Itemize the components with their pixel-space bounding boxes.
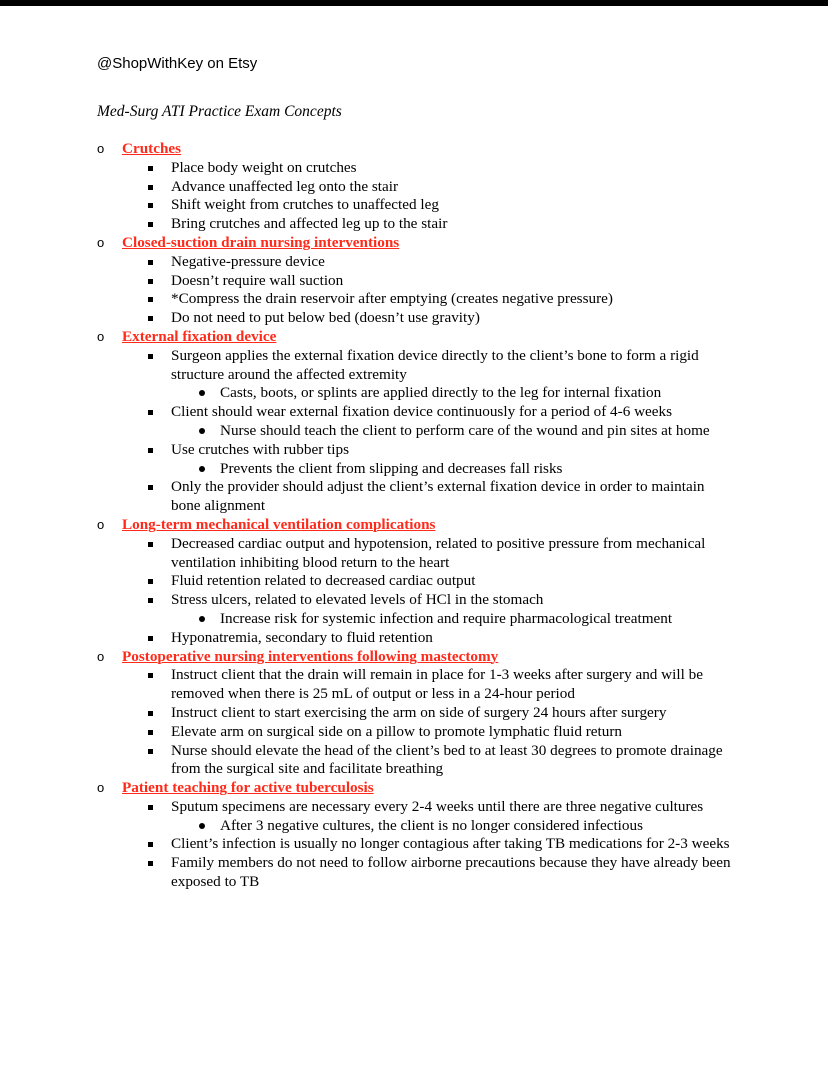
square-bullet-icon [148, 185, 153, 190]
list-item-text: Do not need to put below bed (doesn’t use gravity) [171, 309, 480, 327]
square-bullet-icon [148, 485, 153, 490]
list-item [97, 272, 737, 291]
list-item-text: Instruct client that the drain will remain in place for 1-3 weeks after surgery and will be removed when there is 25 mL of output or less in a 24-hour period [171, 666, 703, 703]
list-item-text: Stress ulcers, related to elevated levels of HCl in the stomach [171, 591, 544, 609]
sub-list [171, 610, 737, 629]
square-bullet-icon [148, 636, 153, 641]
list-item [97, 178, 737, 197]
sub-list [171, 817, 737, 836]
section-heading [97, 140, 737, 159]
square-bullet-icon [148, 711, 153, 716]
list-item [97, 347, 737, 403]
list-item [97, 666, 737, 704]
list-item [97, 854, 737, 892]
bullet-list [97, 347, 737, 516]
sub-list [171, 460, 737, 479]
circle-bullet-icon: o [97, 516, 105, 532]
document-title: Med-Surg ATI Practice Exam Concepts [97, 103, 342, 120]
list-item-text: Client’s infection is usually no longer contagious after taking TB medications for 2-3 weeks [171, 835, 730, 853]
sub-list-item [171, 610, 786, 629]
bullet-list [97, 798, 737, 892]
list-item-text: Family members do not need to follow airborne precautions because they have already been exposed to TB [171, 854, 731, 891]
list-item-text: Nurse should elevate the head of the client’s bed to at least 30 degrees to promote drainage from the surgical site and facilitate breathing [171, 741, 723, 778]
square-bullet-icon [148, 354, 153, 359]
list-item [97, 572, 737, 591]
list-item [97, 742, 737, 780]
list-item [97, 835, 737, 854]
list-item [97, 591, 737, 629]
bullet-list [97, 666, 737, 779]
square-bullet-icon [148, 730, 153, 735]
document-body [97, 140, 737, 892]
square-bullet-icon [148, 203, 153, 208]
section [97, 328, 737, 516]
circle-bullet-icon: o [97, 328, 105, 344]
circle-bullet-icon: o [97, 780, 105, 796]
square-bullet-icon [148, 448, 153, 453]
list-item-text: Place body weight on crutches [171, 158, 357, 176]
sub-list-item [171, 817, 786, 836]
list-item-text: Client should wear external fixation device continuously for a period of 4-6 weeks [171, 403, 673, 421]
bullet-list [97, 535, 737, 648]
dot-bullet-icon [199, 466, 205, 472]
list-item-text: Shift weight from crutches to unaffected leg [171, 196, 439, 214]
section-heading [97, 328, 737, 347]
sub-item-text: Increase risk for systemic infection and require pharmacological treatment [220, 609, 673, 627]
list-item [97, 309, 737, 328]
dot-bullet-icon [199, 428, 205, 434]
list-item-text: *Compress the drain reservoir after emptying (creates negative pressure) [171, 290, 613, 308]
dot-bullet-icon [199, 823, 205, 829]
list-item [97, 253, 737, 272]
dot-bullet-icon [199, 616, 205, 622]
list-item [97, 215, 737, 234]
list-item [97, 704, 737, 723]
section-heading [97, 516, 737, 535]
list-item-text: Doesn’t require wall suction [171, 271, 344, 289]
list-item [97, 403, 737, 441]
circle-bullet-icon: o [97, 648, 105, 664]
section-heading [97, 648, 737, 667]
list-item-text: Use crutches with rubber tips [171, 440, 349, 458]
square-bullet-icon [148, 861, 153, 866]
section-title: Postoperative nursing interventions following mastectomy [122, 647, 499, 665]
list-item [97, 478, 737, 516]
list-item-text: Negative-pressure device [171, 252, 325, 270]
section [97, 516, 737, 648]
square-bullet-icon [148, 579, 153, 584]
section-title: External fixation device [122, 327, 277, 345]
square-bullet-icon [148, 598, 153, 603]
section [97, 140, 737, 234]
list-item-text: Decreased cardiac output and hypotension, related to positive pressure from mechanical ventilation inhibiting blood return to the heart [171, 534, 706, 571]
list-item-text: Hyponatremia, secondary to fluid retention [171, 628, 433, 646]
square-bullet-icon [148, 673, 153, 678]
square-bullet-icon [148, 542, 153, 547]
list-item [97, 535, 737, 573]
section-heading [97, 234, 737, 253]
list-item-text: Fluid retention related to decreased cardiac output [171, 572, 476, 590]
section-title: Closed-suction drain nursing interventions [122, 233, 400, 251]
section-title: Crutches [122, 140, 182, 157]
list-item-text: Bring crutches and affected leg up to the stair [171, 215, 448, 233]
list-item-text: Only the provider should adjust the client’s external fixation device in order to maintain bone alignment [171, 478, 705, 515]
list-item-text: Advance unaffected leg onto the stair [171, 177, 399, 195]
section [97, 779, 737, 892]
section [97, 234, 737, 328]
list-item [97, 441, 737, 479]
square-bullet-icon [148, 260, 153, 265]
section-title: Patient teaching for active tuberculosis [122, 779, 374, 797]
sub-list-item [171, 384, 786, 403]
square-bullet-icon [148, 805, 153, 810]
sub-item-text: Nurse should teach the client to perform care of the wound and pin sites at home [220, 421, 710, 439]
circle-bullet-icon: o [97, 234, 105, 250]
list-item-text: Instruct client to start exercising the arm on side of surgery 24 hours after surgery [171, 703, 667, 721]
sub-list-item [171, 422, 786, 441]
sub-item-text: Prevents the client from slipping and decreases fall risks [220, 459, 563, 477]
square-bullet-icon [148, 749, 153, 754]
square-bullet-icon [148, 279, 153, 284]
section-heading [97, 779, 737, 798]
list-item-text: Sputum specimens are necessary every 2-4 weeks until there are three negative cultures [171, 797, 704, 815]
section [97, 648, 737, 780]
bullet-list [97, 253, 737, 328]
square-bullet-icon [148, 410, 153, 415]
list-item [97, 196, 737, 215]
list-item-text: Elevate arm on surgical side on a pillow to promote lymphatic fluid return [171, 722, 623, 740]
list-item [97, 629, 737, 648]
list-item [97, 798, 737, 836]
sub-item-text: After 3 negative cultures, the client is no longer considered infectious [220, 816, 644, 834]
sub-item-text: Casts, boots, or splints are applied directly to the leg for internal fixation [220, 384, 662, 402]
square-bullet-icon [148, 166, 153, 171]
list-item [97, 159, 737, 178]
sub-list [171, 422, 737, 441]
square-bullet-icon [148, 222, 153, 227]
dot-bullet-icon [199, 390, 205, 396]
top-border [0, 0, 828, 6]
list-item-text: Surgeon applies the external fixation device directly to the client’s bone to form a rigid structure around the affected extremity [171, 346, 699, 383]
shop-header: @ShopWithKey on Etsy [97, 55, 258, 72]
circle-bullet-icon: o [97, 141, 105, 156]
sub-list-item [171, 460, 786, 479]
list-item [97, 290, 737, 309]
sub-list [171, 384, 737, 403]
square-bullet-icon [148, 297, 153, 302]
square-bullet-icon [148, 316, 153, 321]
square-bullet-icon [148, 842, 153, 847]
section-title: Long-term mechanical ventilation complications [122, 515, 436, 533]
list-item [97, 723, 737, 742]
bullet-list [97, 159, 737, 234]
